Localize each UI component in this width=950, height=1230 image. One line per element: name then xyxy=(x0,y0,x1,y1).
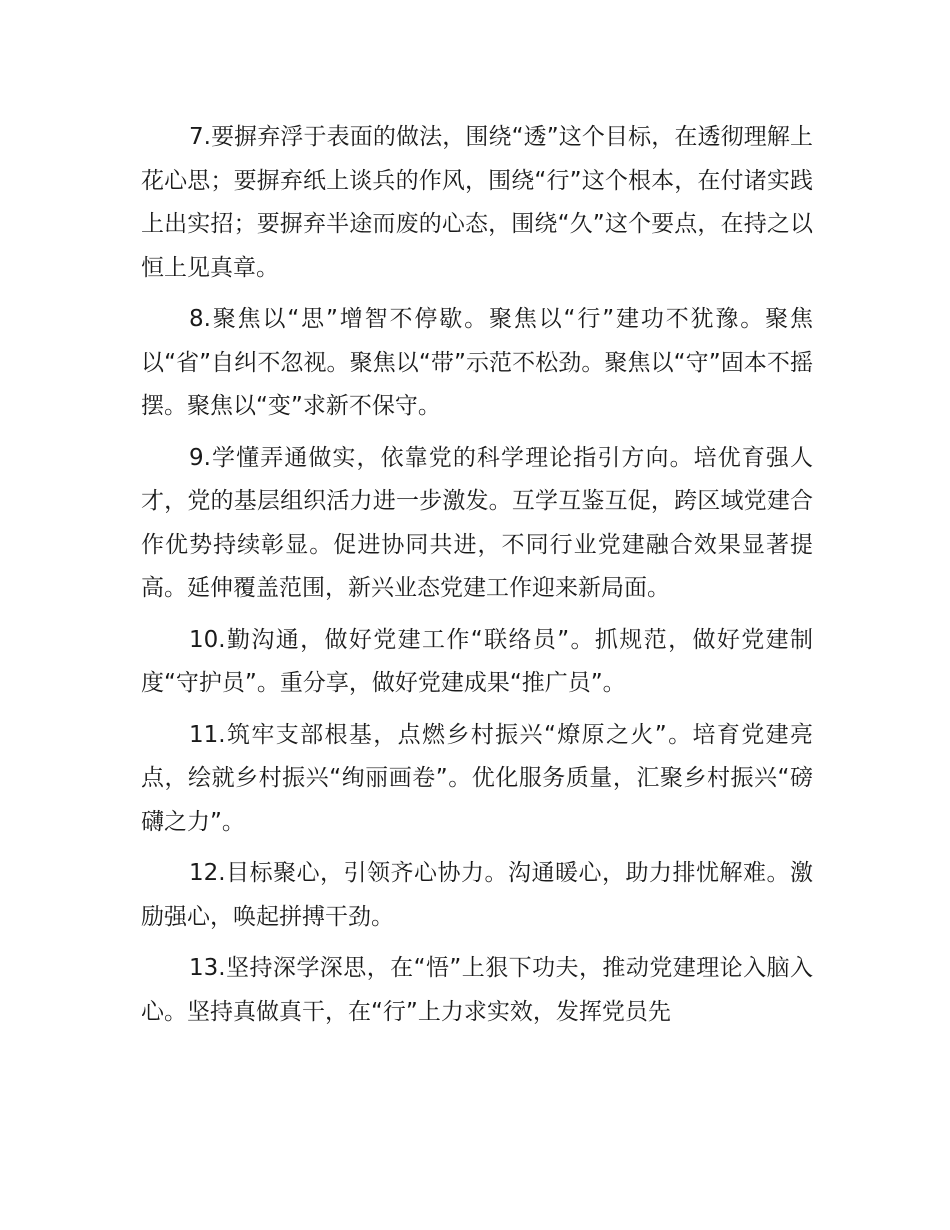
paragraph-8: 8.聚焦以“思”增智不停歇。聚焦以“行”建功不犹豫。聚焦以“省”自纠不忽视。聚焦以“带”示范不松劲。聚焦以“守”固本不摇摆。聚焦以“变”求新不保守。 xyxy=(141,306,813,419)
paragraph-7: 7.要摒弃浮于表面的做法，围绕“透”这个目标，在透彻理解上花心思；要摒弃纸上谈兵的作风，围绕“行”这个根本，在付诸实践上出实招；要摒弃半途而废的心态，围绕“久”这个要点，在持之以恒上见真章。 xyxy=(141,124,813,281)
paragraph-10: 10.勤沟通，做好党建工作“联络员”。抓规范，做好党建制度“守护员”。重分享，做好党建成果“推广员”。 xyxy=(141,626,813,696)
paragraph-9: 9.学懂弄通做实，依靠党的科学理论指引方向。培优育强人才，党的基层组织活力进一步激发。互学互鉴互促，跨区域党建合作优势持续彰显。促进协同共进，不同行业党建融合效果显著提高。延伸覆盖范围，新兴业态党建工作迎来新局面。 xyxy=(141,444,813,601)
paragraph-12: 12.目标聚心，引领齐心协力。沟通暖心，助力排忧解难。激励强心，唤起拼搏干劲。 xyxy=(141,860,813,930)
paragraph-11: 11.筑牢支部根基，点燃乡村振兴“燎原之火”。培育党建亮点，绘就乡村振兴“绚丽画卷”。优化服务质量，汇聚乡村振兴“磅礴之力”。 xyxy=(141,721,813,835)
paragraph-13: 13.坚持深学深思，在“悟”上狠下功夫，推动党建理论入脑入心。坚持真做真干，在“行”上力求实效，发挥党员先 xyxy=(141,955,813,1025)
document-body xyxy=(141,116,813,1042)
